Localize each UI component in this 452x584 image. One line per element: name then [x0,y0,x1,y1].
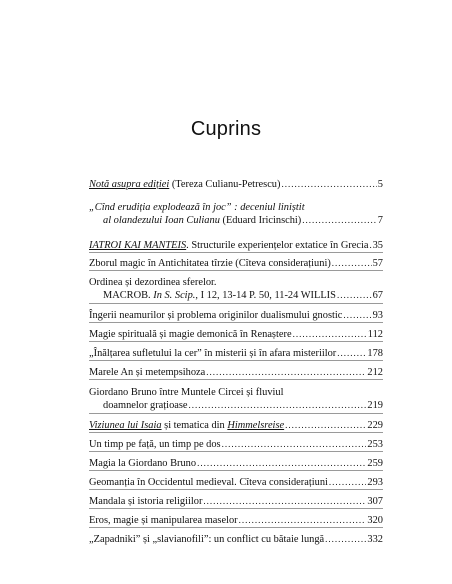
toc-entry-title: Un timp pe față, un timp pe dos [89,439,221,450]
toc-page-number: 93 [372,310,383,321]
toc-entry[interactable] [89,419,383,432]
toc-page-number: 178 [367,348,383,359]
dot-leader [293,328,367,341]
toc-line [89,347,383,360]
toc-entry-title: Notă asupra ediției (Tereza Culianu-Petrescu) [89,179,281,190]
toc-entry[interactable] [89,495,383,508]
toc-line [89,457,383,470]
dot-leader [206,366,366,379]
toc-entry[interactable] [89,533,383,546]
toc-entry-title: Marele An și metempsihoza [89,367,206,378]
toc-line [89,386,383,399]
toc-line [89,328,383,341]
divider [89,432,383,433]
dot-leader [329,476,366,489]
toc-entry[interactable] [89,178,383,191]
toc-line [89,178,383,191]
divider [89,413,383,414]
toc-page-number: 320 [367,515,383,526]
toc-entry-title: „Zapadniki” și „slavianofili”: un conflict cu bătaie lungă [89,534,325,545]
toc-entry-title: Eros, magie și manipularea maselor [89,515,238,526]
dot-leader [325,533,366,546]
toc-entry-title: Zborul magic în Antichitatea tîrzie (Cîteva considerațiuni) [89,258,331,269]
divider [89,470,383,471]
toc-line [89,214,383,227]
toc-line [89,257,383,270]
toc-entry[interactable] [89,328,383,341]
toc-line [89,276,383,289]
divider [89,379,383,380]
divider [89,451,383,452]
toc-entry-title: Mandala și istoria religiilor [89,496,203,507]
divider [89,270,383,271]
toc-entry-title: IATROI KAI MANTEIS. Structurile experiențelor extatice în Grecia [89,240,369,251]
dot-leader [332,257,372,270]
toc-page-number: 57 [372,258,383,269]
toc-entry[interactable] [89,476,383,489]
divider [89,303,383,304]
dot-leader [203,495,366,508]
dot-leader [197,457,366,470]
toc-entry-title: „Cînd erudiția explodează în joc” : deceniul liniștit [89,202,305,213]
toc-line [89,366,383,379]
divider [89,508,383,509]
toc-entry[interactable] [89,257,383,270]
toc-page-number: 67 [372,290,383,301]
toc-entry[interactable] [89,309,383,322]
toc-line [89,514,383,527]
toc-entry-title: Îngerii neamurilor și problema originilor dualismului gnostic [89,310,343,321]
toc-entry-subtitle: doamnelor grațioase [103,400,188,411]
divider [89,341,383,342]
dot-leader [281,178,376,191]
toc-entry[interactable] [89,514,383,527]
dot-leader [222,438,367,451]
toc-entry[interactable] [89,239,383,252]
dot-leader [337,347,366,360]
toc-line [89,533,383,546]
divider [89,527,383,528]
divider [89,489,383,490]
toc-page-number: 35 [372,240,383,251]
toc-page-number: 307 [367,496,383,507]
toc-page-number: 219 [367,400,383,411]
toc-entry-subtitle: MACROB. In S. Scip., I 12, 13-14 P. 50, 11-24 WILLIS [103,290,336,301]
toc-page-number: 112 [367,329,383,340]
toc-entry[interactable] [89,438,383,451]
toc-entry-title: „Înălțarea sufletului la cer” în misterii și în afara misteriilor [89,348,337,359]
toc-page-number: 5 [377,179,383,190]
toc-line [89,201,383,214]
toc-page-number: 332 [367,534,383,545]
toc-page-number: 229 [367,420,383,431]
dot-leader [285,419,366,432]
toc-entry[interactable] [89,366,383,379]
toc-entry[interactable] [89,457,383,470]
toc-page-number: 253 [367,439,383,450]
dot-leader [189,399,367,412]
toc-line [89,495,383,508]
toc-entry-title: Giordano Bruno între Muntele Circei și fluviul [89,387,284,398]
divider [89,252,383,253]
toc-entry-subtitle: al olandezului Ioan Culianu (Eduard Iricinschi) [103,215,302,226]
divider [89,360,383,361]
toc-entry-title: Magia la Giordano Bruno [89,458,197,469]
divider [89,322,383,323]
toc-entry[interactable] [89,386,383,412]
toc-page-number: 7 [377,215,383,226]
toc-entry[interactable] [89,276,383,302]
toc-entry-title: Geomanția în Occidentul medieval. Cîteva considerațiuni [89,477,328,488]
toc-line [89,309,383,322]
dot-leader [343,309,371,322]
dot-leader [302,214,377,227]
toc-entry[interactable] [89,347,383,360]
toc-entry[interactable] [89,201,383,227]
dot-leader [370,239,372,252]
dot-leader [239,514,367,527]
dot-leader [337,289,372,302]
toc-line [89,399,383,412]
toc-line [89,419,383,432]
toc-line [89,239,383,252]
toc-line [89,438,383,451]
toc-entry-title: Viziunea lui Isaia și tematica din Himmelsreise [89,420,285,431]
page-title: Cuprins [190,118,262,140]
toc-entry-title: Magie spirituală și magie demonică în Renaștere [89,329,292,340]
toc-page-number: 259 [367,458,383,469]
toc-entry-title: Ordinea și dezordinea sferelor. [89,277,217,288]
toc-page-number: 293 [367,477,383,488]
toc-line [89,476,383,489]
toc-page-number: 212 [367,367,383,378]
toc-line [89,289,383,302]
